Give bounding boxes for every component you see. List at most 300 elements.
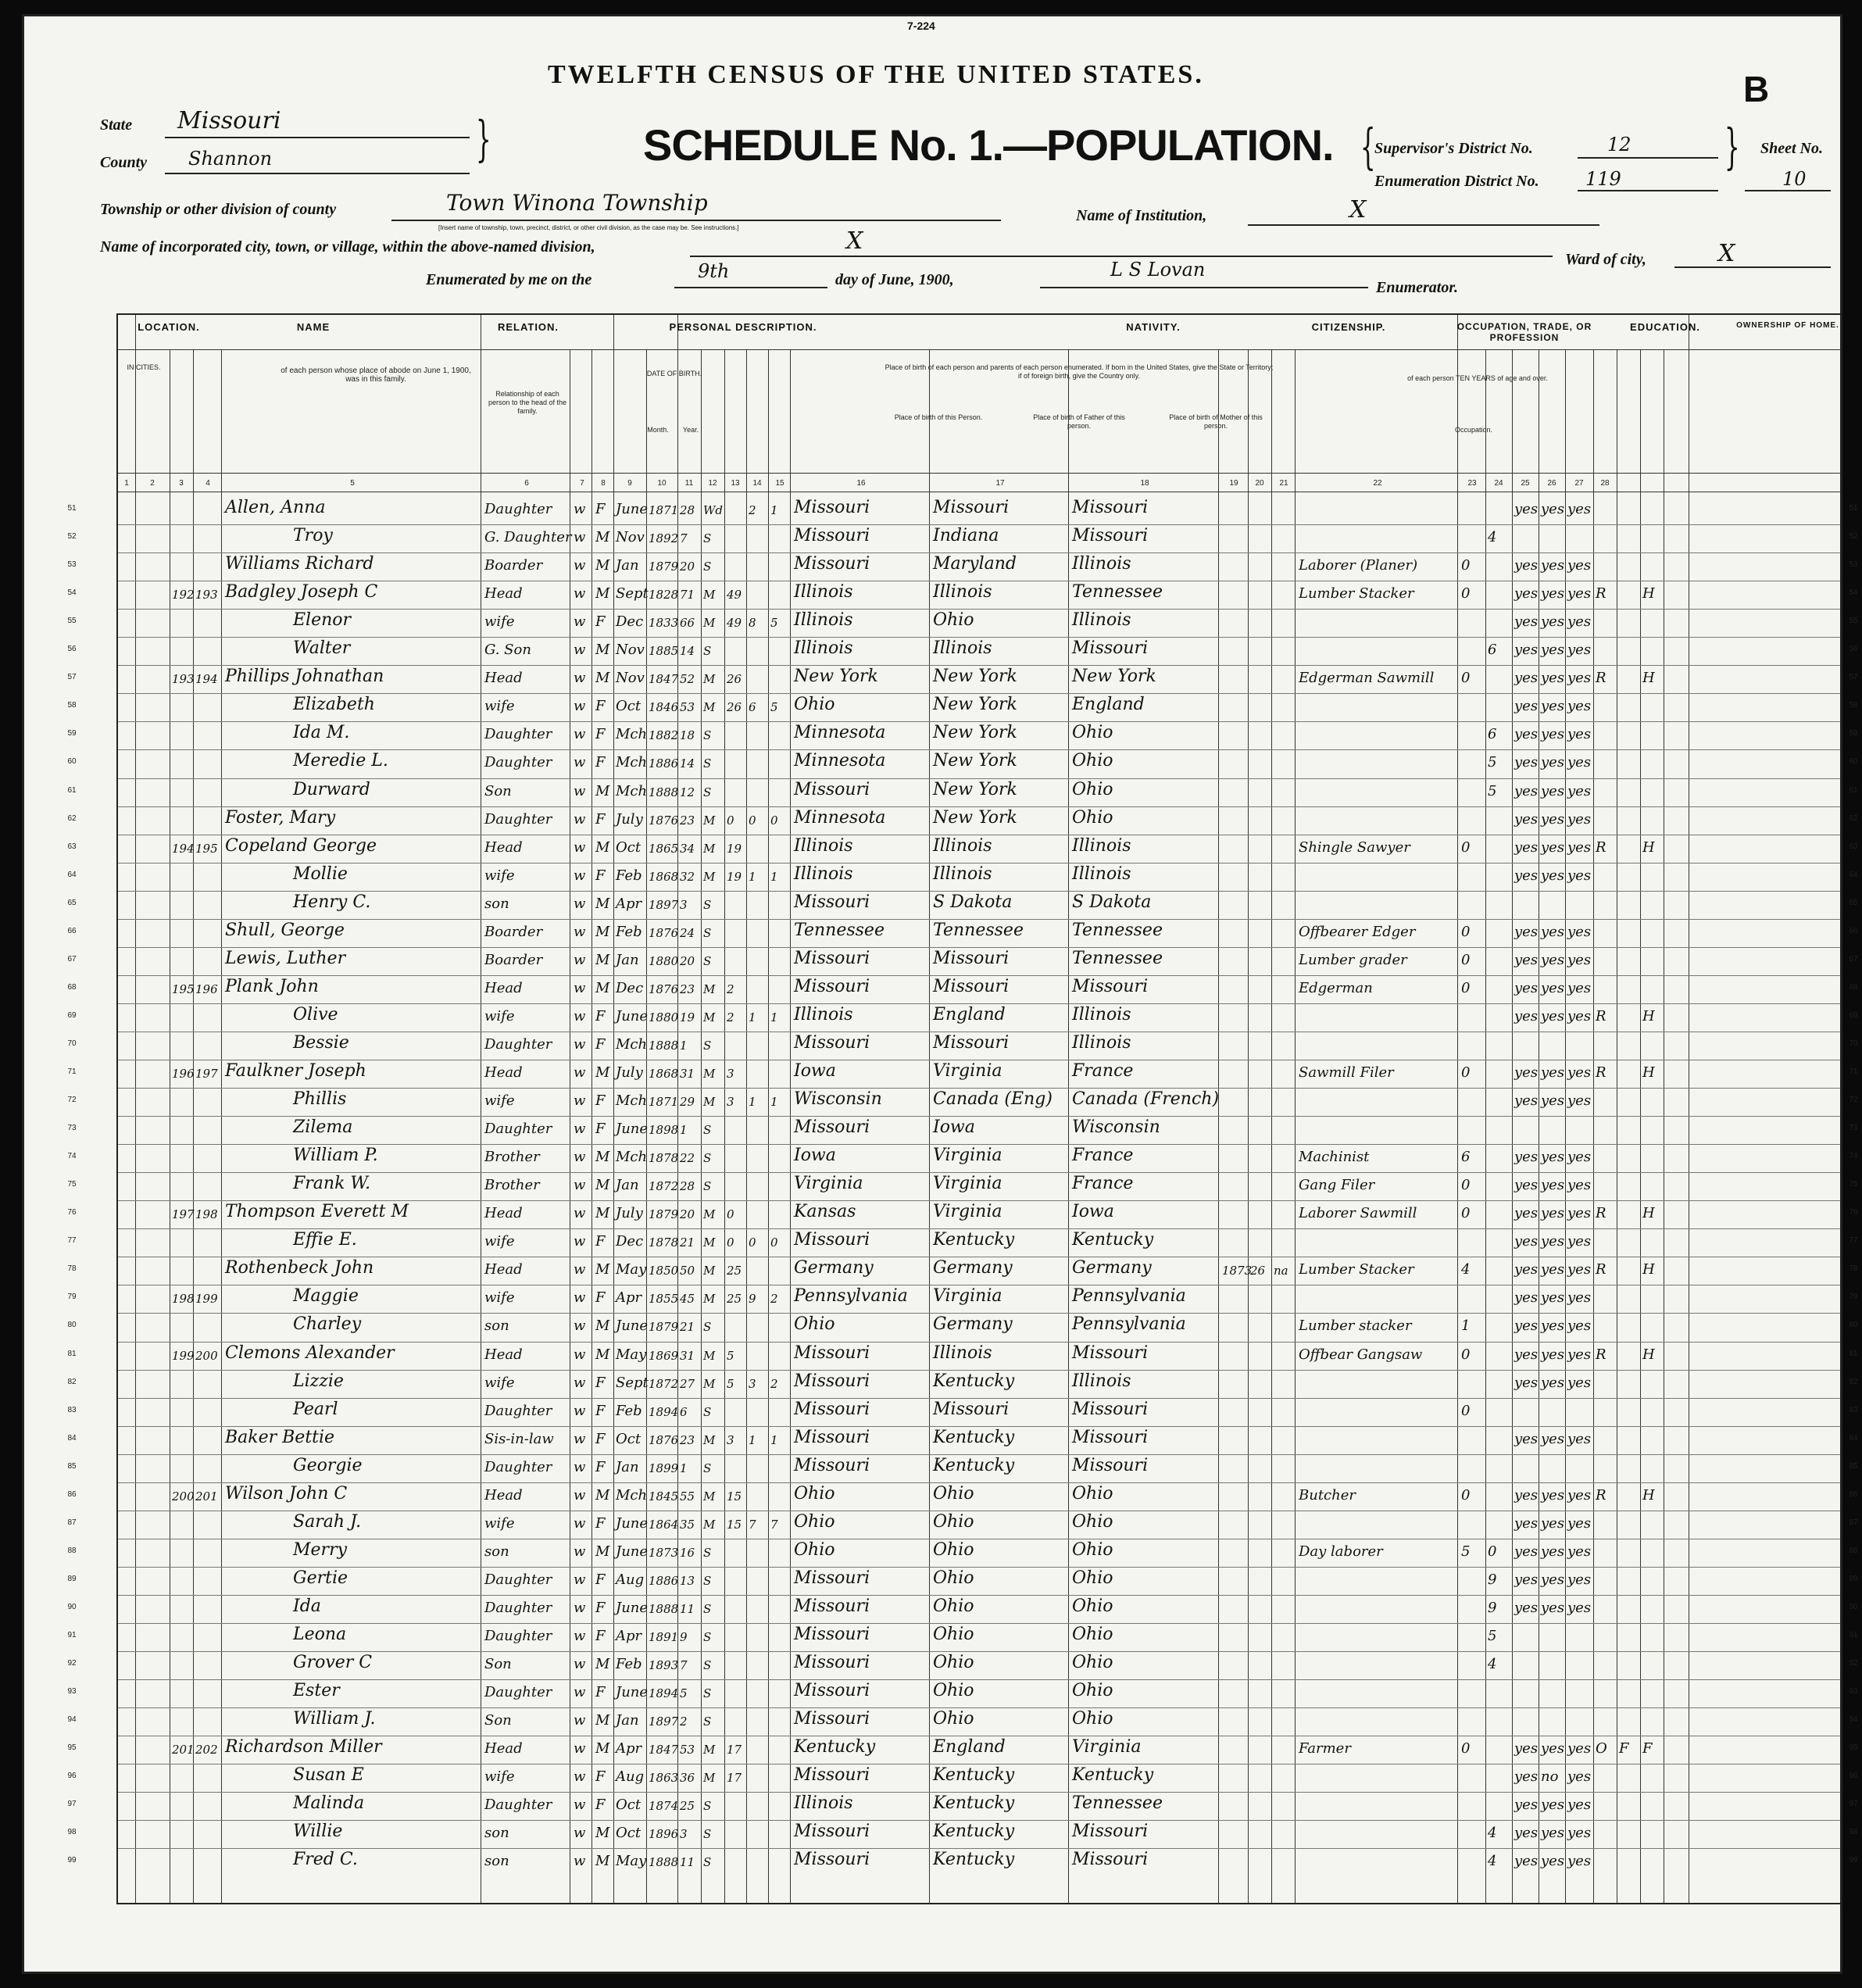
cell-father: Kentucky (933, 1793, 1015, 1814)
cell-sex: M (595, 557, 610, 574)
cell-father: Missouri (933, 498, 1010, 517)
cell-father: Ohio (933, 1511, 974, 1532)
cell-year: 1847 (649, 1743, 679, 1757)
cell-marital: M (703, 1517, 716, 1532)
date-of-birth-label: DATE OF BIRTH. (646, 370, 702, 377)
cell-name: Richardson Miller (225, 1737, 382, 1757)
institution-label: Name of Institution, (1076, 207, 1207, 224)
cell-marital: S (703, 1714, 712, 1729)
cell-family: 193 (195, 588, 218, 602)
cell-month: May (616, 1261, 647, 1278)
cell-mother: Ohio (1072, 723, 1113, 743)
row-rule (118, 721, 1840, 722)
line-number-right: 84 (1849, 1433, 1858, 1443)
cell-read: yes (1514, 1740, 1539, 1757)
cell-marital: S (703, 785, 712, 799)
cell-mort: F (1619, 1740, 1629, 1757)
cell-english: yes (1567, 1149, 1592, 1166)
line-number-right: 88 (1849, 1546, 1858, 1555)
cell-father: Kentucky (933, 1822, 1015, 1842)
cell-name: Meredie L. (293, 751, 388, 771)
line-number-right: 55 (1849, 617, 1858, 626)
cell-write: yes (1541, 642, 1565, 659)
cell-year: 1847 (649, 672, 679, 687)
cell-dwelling: 201 (172, 1743, 195, 1757)
cell-month: Apr (616, 895, 642, 912)
line-number-left: 66 (67, 926, 77, 935)
cell-age: 1 (680, 1038, 688, 1053)
cell-family: 195 (195, 841, 218, 856)
cell-school: 4 (1488, 529, 1497, 546)
cell-living: 1 (770, 869, 778, 884)
cell-age: 2 (680, 1714, 688, 1729)
cell-marital: Wd (703, 503, 724, 517)
cell-write: yes (1541, 613, 1565, 631)
cell-year: 1896 (649, 1827, 679, 1842)
cell-english: yes (1567, 1514, 1592, 1532)
cell-birth: Missouri (794, 554, 870, 574)
group-ownership: OWNERSHIP OF HOME. (1736, 321, 1839, 330)
cell-relation: Head (484, 1205, 523, 1222)
cell-sex: F (595, 501, 606, 517)
cell-read: yes (1514, 867, 1539, 884)
cell-year: 1882 (649, 728, 679, 743)
cell-name: Olive (293, 1004, 338, 1024)
column-number: 23 (1467, 479, 1477, 488)
cell-sex: F (595, 1092, 606, 1110)
cell-write: yes (1541, 782, 1565, 799)
cell-age: 1 (680, 1123, 688, 1138)
cell-english: yes (1567, 782, 1592, 799)
cell-mother: France (1072, 1146, 1134, 1166)
ward-value: X (1718, 240, 1735, 267)
census-row (67, 1257, 1858, 1285)
enumerator-name: L S Lovan (1110, 259, 1206, 281)
cell-name: Fred C. (293, 1850, 358, 1870)
cell-father: Virginia (933, 1286, 1002, 1307)
cell-marital: S (703, 1151, 712, 1166)
cell-english: yes (1567, 1486, 1592, 1504)
cell-marital: M (703, 1235, 716, 1250)
cell-immig: 1873 (1222, 1264, 1253, 1278)
cell-english: yes (1567, 1768, 1592, 1786)
cell-children: 1 (749, 1010, 756, 1024)
cell-color: w (574, 1430, 586, 1447)
cell-months: 0 (1461, 1064, 1471, 1081)
cell-english: yes (1567, 1205, 1592, 1222)
cell-english: yes (1567, 613, 1592, 631)
cell-age: 11 (680, 1855, 695, 1870)
cell-relation: Head (484, 1064, 523, 1081)
cell-year: 1833 (649, 616, 679, 631)
cell-read: yes (1514, 557, 1539, 574)
cell-age: 7 (680, 1658, 688, 1673)
row-rule (118, 1623, 1840, 1624)
row-rule (118, 1764, 1840, 1765)
cell-color: w (574, 1149, 586, 1166)
cell-sex: F (595, 1768, 606, 1786)
occupation-label: Occupation. (1454, 426, 1493, 434)
census-row (67, 609, 1858, 638)
line-number-left: 97 (67, 1800, 77, 1809)
cell-father: Virginia (933, 1061, 1002, 1081)
census-row (67, 1623, 1858, 1652)
cell-name: Lizzie (293, 1371, 344, 1391)
cell-read: yes (1514, 1064, 1539, 1081)
cell-family: 202 (195, 1743, 218, 1757)
cell-birth: Missouri (794, 1399, 870, 1419)
cell-mother: Virginia (1072, 1737, 1142, 1757)
cell-house: H (1642, 1007, 1655, 1024)
cell-occupation: Machinist (1299, 1149, 1370, 1166)
cell-mother: Missouri (1072, 526, 1149, 546)
cell-month: Oct (616, 1825, 642, 1842)
line-number-right: 66 (1849, 926, 1858, 935)
cell-occupation: Day laborer (1299, 1543, 1383, 1560)
cell-family: 200 (195, 1348, 218, 1363)
cell-occupation: Offbearer Edger (1299, 923, 1416, 940)
cell-sex: M (595, 1853, 610, 1870)
line-number-left: 81 (67, 1349, 77, 1358)
cell-write: yes (1541, 1571, 1565, 1588)
cell-month: Oct (616, 698, 642, 715)
cell-name: Faulkner Joseph (225, 1061, 366, 1081)
cell-age: 23 (680, 813, 695, 828)
cell-read: yes (1514, 670, 1539, 687)
cell-birth: Kentucky (794, 1737, 876, 1757)
cell-mother: Illinois (1072, 835, 1131, 856)
cell-month: Mch (616, 1149, 648, 1166)
cell-write: yes (1541, 501, 1565, 517)
cell-sex: F (595, 1289, 606, 1307)
cell-mother: Missouri (1072, 1399, 1149, 1419)
census-row (67, 637, 1858, 666)
in-cities-label: IN CITIES. (127, 363, 161, 371)
enumeration-label: Enumeration District No. (1374, 173, 1539, 190)
cell-read: yes (1514, 1825, 1539, 1842)
line-number-right: 59 (1849, 729, 1858, 738)
cell-months: 0 (1461, 923, 1471, 940)
cell-write: yes (1541, 1825, 1565, 1842)
census-row (67, 1595, 1858, 1624)
cell-sex: F (595, 1430, 606, 1447)
line-number-left: 53 (67, 560, 77, 570)
cell-birth: Ohio (794, 1539, 835, 1560)
row-rule (118, 975, 1840, 976)
cell-write: yes (1541, 585, 1565, 602)
cell-name: Lewis, Luther (225, 948, 346, 968)
column-number: 3 (179, 479, 184, 488)
cell-relation: Brother (484, 1149, 540, 1166)
cell-family: 196 (195, 981, 218, 996)
row-rule (118, 1792, 1840, 1793)
cell-write: yes (1541, 1486, 1565, 1504)
cell-marital: S (703, 1461, 712, 1475)
cell-father: Illinois (933, 835, 992, 856)
line-number-left: 95 (67, 1743, 77, 1753)
cell-marital: M (703, 1010, 716, 1024)
cell-write: yes (1541, 979, 1565, 996)
cell-mother: Iowa (1072, 1202, 1114, 1222)
cell-father: Kentucky (933, 1230, 1015, 1250)
cell-read: yes (1514, 726, 1539, 743)
cell-birth: Missouri (794, 1822, 870, 1842)
cell-birth: Missouri (794, 1596, 870, 1616)
line-number-left: 58 (67, 701, 77, 710)
cell-dwelling: 193 (172, 672, 195, 687)
cell-name: Merry (293, 1539, 348, 1560)
cell-name: Ester (293, 1681, 340, 1701)
cell-marital: M (703, 1432, 716, 1447)
cell-write: yes (1541, 754, 1565, 771)
cell-birth: Illinois (794, 1793, 853, 1814)
cell-mother: S Dakota (1072, 892, 1152, 912)
cell-living: 2 (770, 1292, 778, 1307)
cell-english: yes (1567, 1374, 1592, 1391)
cell-year: 1899 (649, 1461, 679, 1475)
cell-color: w (574, 1035, 586, 1053)
census-row (67, 749, 1858, 778)
cell-relation: wife (484, 1233, 515, 1250)
cell-father: Canada (Eng) (933, 1089, 1053, 1110)
schedule-title: SCHEDULE No. 1.—POPULATION. (643, 120, 1334, 170)
line-number-right: 52 (1849, 532, 1858, 542)
row-rule (118, 1707, 1840, 1708)
cell-color: w (574, 1599, 586, 1616)
cell-marital: S (703, 756, 712, 771)
cell-father: Illinois (933, 638, 992, 659)
row-rule (118, 1370, 1840, 1371)
line-number-right: 72 (1849, 1096, 1858, 1105)
group-citizenship: CITIZENSHIP. (1311, 321, 1386, 333)
ward-label: Ward of city, (1565, 251, 1646, 268)
cell-married: 2 (727, 1010, 734, 1024)
line-number-right: 64 (1849, 870, 1858, 879)
column-number: 5 (350, 479, 355, 488)
line-number-left: 79 (67, 1293, 77, 1302)
line-number-right: 93 (1849, 1687, 1858, 1697)
cell-age: 11 (680, 1601, 695, 1616)
census-row (67, 721, 1858, 750)
cell-sex: M (595, 670, 610, 687)
census-row (67, 1792, 1858, 1821)
county-value: Shannon (188, 148, 273, 170)
line-number-left: 94 (67, 1715, 77, 1725)
cell-color: w (574, 838, 586, 856)
cell-months: 4 (1461, 1261, 1471, 1278)
cell-married: 5 (727, 1376, 734, 1391)
cell-color: w (574, 1007, 586, 1024)
cell-birth: Wisconsin (794, 1089, 882, 1110)
cell-name: Clemons Alexander (225, 1343, 395, 1363)
cell-nat: na (1274, 1264, 1288, 1278)
census-row (67, 1764, 1858, 1793)
cell-month: Nov (616, 642, 645, 659)
line-number-right: 70 (1849, 1039, 1858, 1048)
cell-color: w (574, 529, 586, 546)
cell-marital: S (703, 1827, 712, 1842)
cell-father: Virginia (933, 1146, 1002, 1166)
census-row (67, 863, 1858, 892)
cell-birth: Missouri (794, 1343, 870, 1363)
row-rule (118, 1313, 1840, 1314)
cell-age: 12 (680, 785, 695, 799)
cell-read: yes (1514, 923, 1539, 940)
column-number: 20 (1255, 479, 1264, 488)
column-number: 11 (684, 479, 694, 488)
cell-relation: Daughter (484, 1628, 552, 1644)
cell-read: yes (1514, 1092, 1539, 1110)
institution-line (1248, 204, 1599, 226)
cell-children: 2 (749, 503, 756, 517)
line-number-left: 51 (67, 504, 77, 513)
row-rule (118, 1116, 1840, 1117)
cell-dwelling: 192 (172, 588, 195, 602)
cell-relation: Daughter (484, 1458, 552, 1475)
cell-name: Frank W. (293, 1174, 371, 1194)
district-brace-right: } (1724, 118, 1740, 175)
cell-living: 7 (770, 1517, 778, 1532)
cell-month: Jan (616, 951, 639, 968)
line-number-left: 73 (67, 1124, 77, 1133)
cell-name: Maggie (293, 1286, 359, 1307)
cell-relation: son (484, 1318, 509, 1335)
cell-write: yes (1541, 1740, 1565, 1757)
cell-english: yes (1567, 642, 1592, 659)
cell-married: 25 (727, 1292, 742, 1307)
cell-mother: Illinois (1072, 554, 1131, 574)
cell-age: 53 (680, 700, 695, 715)
cell-month: Feb (616, 1402, 642, 1419)
column-number: 9 (627, 479, 632, 488)
cell-sex: M (595, 951, 610, 968)
cell-married: 25 (727, 1264, 742, 1278)
cell-mother: Tennessee (1072, 1793, 1163, 1814)
line-number-right: 86 (1849, 1489, 1858, 1499)
line-number-right: 95 (1849, 1743, 1858, 1753)
cell-relation: wife (484, 698, 515, 715)
header-rule-1 (118, 349, 1840, 350)
line-number-right: 62 (1849, 813, 1858, 823)
cell-married: 0 (727, 813, 734, 828)
cell-age: 31 (680, 1067, 695, 1081)
cell-living: 5 (770, 700, 778, 715)
cell-years-us: 26 (1250, 1264, 1266, 1278)
census-row (67, 1454, 1858, 1483)
cell-marital: M (703, 869, 716, 884)
row-rule (118, 778, 1840, 779)
cell-sex: F (595, 1571, 606, 1588)
enumerated-day: 9th (698, 260, 730, 282)
cell-sex: F (595, 867, 606, 884)
cell-year: 1888 (649, 785, 679, 799)
cell-age: 3 (680, 897, 688, 912)
cell-english: yes (1567, 1571, 1592, 1588)
cell-color: w (574, 782, 586, 799)
cell-birth: Ohio (794, 1511, 835, 1532)
census-row (67, 1200, 1858, 1229)
cell-english: yes (1567, 698, 1592, 715)
cell-birth: Ohio (794, 1314, 835, 1335)
cell-birth: Missouri (794, 779, 870, 799)
line-number-left: 98 (67, 1828, 77, 1837)
line-number-right: 82 (1849, 1377, 1858, 1386)
line-number-left: 93 (67, 1687, 77, 1697)
cell-read: yes (1514, 979, 1539, 996)
cell-occupation: Lumber Stacker (1299, 585, 1414, 602)
cell-color: w (574, 1514, 586, 1532)
cell-year: 1878 (649, 1151, 679, 1166)
cell-name: Willie (293, 1822, 343, 1842)
cell-relation: G. Daughter (484, 529, 572, 546)
cell-school: 4 (1488, 1853, 1497, 1870)
cell-marital: S (703, 1630, 712, 1644)
line-number-left: 59 (67, 729, 77, 738)
enumeration-value: 119 (1585, 168, 1621, 190)
cell-age: 36 (680, 1771, 695, 1786)
cell-year: 1879 (649, 1207, 679, 1222)
cell-mother: Tennessee (1072, 948, 1163, 968)
cell-write: yes (1541, 726, 1565, 743)
cell-write: yes (1541, 1205, 1565, 1222)
state-value: Missouri (177, 107, 281, 134)
cell-months: 0 (1461, 1740, 1471, 1757)
cell-name: Shull, George (225, 920, 345, 940)
form-number: 7-224 (907, 20, 935, 32)
line-number-right: 76 (1849, 1208, 1858, 1217)
cell-read: yes (1514, 1346, 1539, 1363)
cell-father: New York (933, 751, 1017, 771)
cell-relation: Son (484, 782, 512, 799)
census-row (67, 1144, 1858, 1173)
cell-age: 25 (680, 1799, 695, 1814)
cell-dwelling: 200 (172, 1489, 195, 1504)
cell-father: Missouri (933, 948, 1010, 968)
cell-english: yes (1567, 754, 1592, 771)
cell-marital: M (703, 1292, 716, 1307)
line-number-right: 83 (1849, 1405, 1858, 1414)
cell-read: yes (1514, 1430, 1539, 1447)
cell-living: 0 (770, 813, 778, 828)
cell-own: R (1596, 670, 1606, 687)
cell-write: yes (1541, 1149, 1565, 1166)
cell-read: yes (1514, 810, 1539, 828)
sheet-label: Sheet No. (1760, 140, 1823, 157)
cell-own: R (1596, 1346, 1606, 1363)
cell-month: Oct (616, 1797, 642, 1814)
cell-dwelling: 199 (172, 1348, 195, 1363)
cell-occupation: Lumber Stacker (1299, 1261, 1414, 1278)
cell-months: 0 (1461, 1402, 1471, 1419)
census-row (67, 1060, 1858, 1089)
cell-marital: M (703, 672, 716, 687)
cell-month: July (616, 1205, 643, 1222)
line-number-right: 69 (1849, 1010, 1858, 1020)
cell-age: 9 (680, 1630, 688, 1644)
cell-birth: Minnesota (794, 807, 886, 828)
cell-mother: New York (1072, 667, 1156, 687)
birth-mother-label: Place of birth of Mother of this person. (1169, 413, 1263, 430)
cell-month: June (616, 1684, 649, 1701)
cell-family: 199 (195, 1292, 218, 1307)
census-row (67, 1116, 1858, 1145)
cell-read: yes (1514, 1233, 1539, 1250)
cell-birth: Ohio (794, 695, 835, 715)
cell-english: yes (1567, 1064, 1592, 1081)
group-location: LOCATION. (138, 321, 200, 333)
cell-relation: Head (484, 838, 523, 856)
cell-sex: F (595, 1514, 606, 1532)
